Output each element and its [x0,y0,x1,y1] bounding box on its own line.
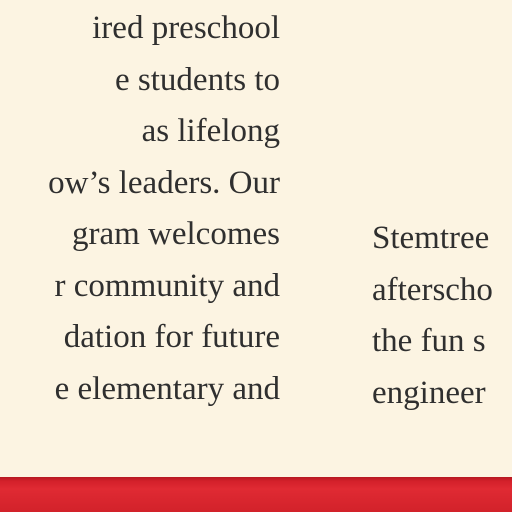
description-line: ired preschool [92,10,280,46]
description-line: e students to [115,61,280,98]
description-line: the fun s [372,323,486,359]
description-line: engineer [372,374,486,411]
description-line: dation for future [63,319,280,355]
description-line: gram welcomes [71,216,280,252]
afterschool-description-column [372,213,493,419]
description-line: ow’s leaders. Our [48,164,280,201]
description-line: as lifelong [141,113,280,149]
description-line: e elementary and [54,370,280,407]
description-line: afterscho [372,271,493,308]
preschool-description-column [48,3,280,415]
description-line: Stemtree [372,220,490,256]
red-footer-band [0,477,512,512]
description-line: r community and [54,267,280,304]
